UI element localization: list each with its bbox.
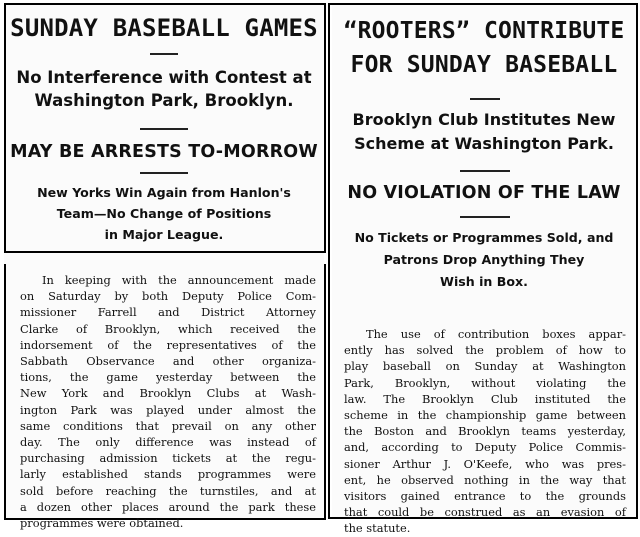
right-rule-1 xyxy=(470,98,500,100)
left-body-line: indorsement of the representatives of the xyxy=(20,337,316,352)
left-deck-3-line-3: in Major League. xyxy=(104,227,224,242)
right-deck-3-line-3: Wish in Box. xyxy=(440,274,528,289)
right-body-line: sioner Arthur J. O'Keefe, who was pres- xyxy=(344,456,626,471)
right-body-line: and, according to Deputy Police Commis- xyxy=(344,440,626,455)
left-body-line: ington Park was played under almost the xyxy=(20,402,316,417)
right-frame-edge xyxy=(636,3,638,519)
left-deck-3-line-2: Team—No Change of Positions xyxy=(56,206,272,221)
left-deck-3-line-1: New Yorks Win Again from Hanlon's xyxy=(37,185,291,200)
left-body-line: on Saturday by both Deputy Police Com- xyxy=(20,289,316,304)
right-frame-top xyxy=(330,3,638,5)
left-headline: SUNDAY BASEBALL GAMES xyxy=(10,14,318,42)
right-body-line: law. The Brooklyn Club instituted the xyxy=(344,391,626,406)
right-rule-3 xyxy=(460,216,510,218)
right-headline-line-2: FOR SUNDAY BASEBALL xyxy=(350,52,618,78)
left-deck-3 xyxy=(8,182,320,245)
left-body-line: sold before reaching the turnstiles, and at xyxy=(20,483,316,498)
right-deck-3-line-1: No Tickets or Programmes Sold, and xyxy=(354,230,614,245)
right-deck-1-line-1: Brooklyn Club Institutes New xyxy=(352,110,616,129)
left-deck-2: MAY BE ARRESTS TO-MORROW xyxy=(10,142,318,162)
left-deck-1 xyxy=(8,66,320,112)
left-deck-1-line-1: No Interference with Contest at xyxy=(16,68,312,87)
left-body-line: In keeping with the announcement made xyxy=(42,273,316,287)
right-body-text xyxy=(344,326,626,537)
left-body-line: same conditions that prevail on any other xyxy=(20,418,316,433)
column-divider xyxy=(328,3,330,519)
right-headline-line-1: “ROOTERS” CONTRIBUTE xyxy=(343,18,625,44)
right-deck-1-line-2: Scheme at Washington Park. xyxy=(354,134,614,153)
right-body-line: ently has solved the problem of how to xyxy=(344,343,626,358)
left-body-line: programmes were obtained. xyxy=(20,516,184,531)
right-body-line: Park, Brooklyn, without violating the xyxy=(344,375,626,390)
right-body-line: visitors gained entrance to the grounds xyxy=(344,489,626,504)
left-body-line: day. The only difference was instead of xyxy=(20,435,316,450)
right-deck-2: NO VIOLATION OF THE LAW xyxy=(347,183,621,203)
right-body-line: the statute. xyxy=(344,521,411,536)
right-deck-1 xyxy=(334,108,634,156)
right-body-line: The use of contribution boxes appar- xyxy=(366,327,626,341)
right-body-line: scheme in the championship game between xyxy=(344,408,626,423)
left-body-line: New York and Brooklyn Clubs at Wash- xyxy=(20,386,316,401)
left-rule-2 xyxy=(140,128,188,130)
left-body-line: purchasing admission tickets at the regu- xyxy=(20,451,316,466)
left-body-text xyxy=(20,272,316,531)
left-body-line: missioner Farrell and District Attorney xyxy=(20,305,316,320)
right-deck-3-line-2: Patrons Drop Anything They xyxy=(383,252,585,267)
right-rule-2 xyxy=(460,170,510,172)
left-rule-3 xyxy=(140,172,188,174)
right-body-line: that could be construed as an evasion of xyxy=(344,505,626,520)
left-body-line: larly established stands programmes were xyxy=(20,467,316,482)
right-headline xyxy=(334,14,634,82)
right-deck-3 xyxy=(334,227,634,293)
left-body-line: Clarke of Brooklyn, which received the xyxy=(20,321,316,336)
left-rule-1 xyxy=(150,53,178,55)
left-body-line: tions, the game yesterday between the xyxy=(20,370,316,385)
right-body-line: play baseball on Sunday at Washington xyxy=(344,359,626,374)
left-body-line: a dozen other places around the park these xyxy=(20,499,316,514)
right-body-line: the Boston and Brooklyn teams yesterday, xyxy=(344,424,626,439)
left-deck-1-line-2: Washington Park, Brooklyn. xyxy=(34,91,294,110)
right-body-line: ent, he observed nothing in the way that xyxy=(344,472,626,487)
left-body-line: Sabbath Observance and other organiza- xyxy=(20,354,316,369)
